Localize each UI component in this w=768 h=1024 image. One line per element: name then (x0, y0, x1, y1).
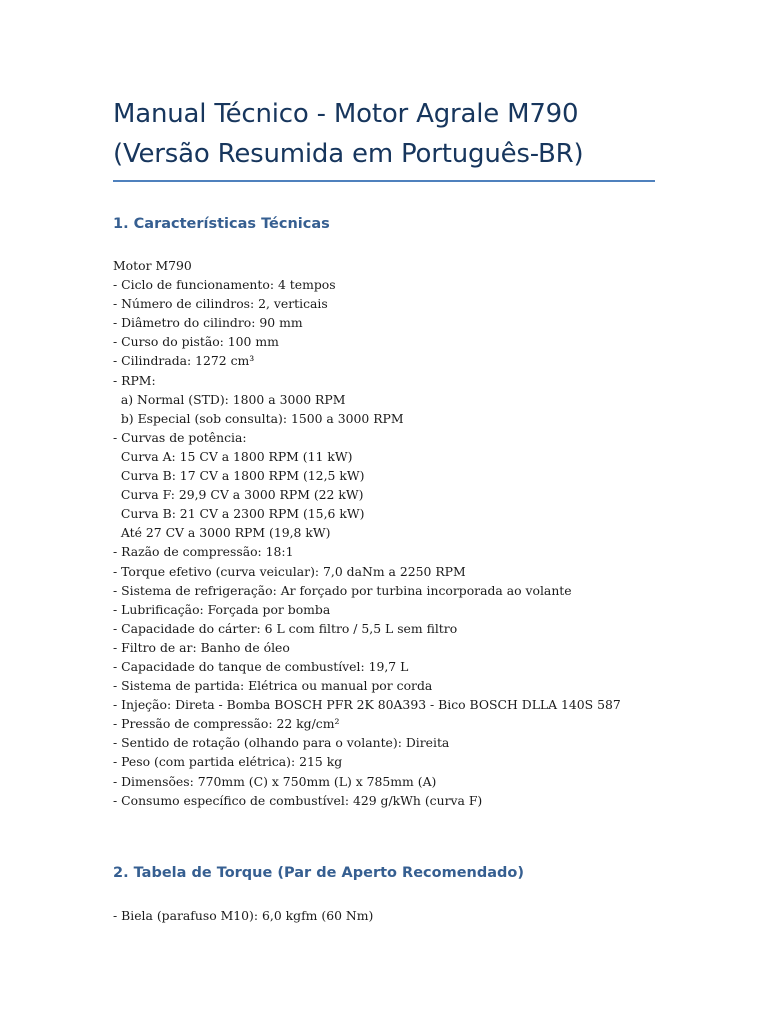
spec-line: - Lubrificação: Forçada por bomba (113, 601, 331, 617)
spec-line: Curva F: 29,9 CV a 3000 RPM (22 kW) (113, 487, 364, 503)
spec-line: b) Especial (sob consulta): 1500 a 3000 RPM (113, 410, 404, 426)
spec-line: - Filtro de ar: Banho de óleo (113, 639, 290, 655)
spec-line: - Número de cilindros: 2, verticais (113, 296, 328, 312)
title-underline-divider (113, 180, 655, 182)
spec-line: Motor M790 (113, 258, 192, 273)
page-title-line-2: (Versão Resumida em Português-BR) (113, 139, 584, 169)
torque-line: - Biela (parafuso M10): 6,0 kgfm (60 Nm) (113, 908, 374, 923)
spec-line: - Curso do pistão: 100 mm (113, 334, 279, 350)
section-heading-tabela-torque: 2. Tabela de Torque (Par de Aperto Recomendado) (113, 865, 524, 881)
spec-line: - Capacidade do tanque de combustível: 19,7 L (113, 658, 409, 674)
page-title-line-1: Manual Técnico - Motor Agrale M790 (113, 99, 579, 129)
spec-line: - Cilindrada: 1272 cm³ (113, 353, 255, 369)
spec-line: - RPM: (113, 372, 156, 388)
spec-line: - Sentido de rotação (olhando para o volante): Direita (113, 735, 450, 751)
spec-line: - Sistema de refrigeração: Ar forçado por turbina incorporada ao volante (113, 582, 572, 598)
spec-line: Curva A: 15 CV a 1800 RPM (11 kW) (113, 448, 353, 464)
spec-line: - Peso (com partida elétrica): 215 kg (113, 754, 343, 770)
spec-line: - Capacidade do cárter: 6 L com filtro / 5,5 L sem filtro (113, 620, 458, 636)
spec-line: - Dimensões: 770mm (C) x 750mm (L) x 785mm (A) (113, 773, 437, 789)
spec-line: - Razão de compressão: 18:1 (113, 544, 294, 560)
spec-line: - Curvas de potência: (113, 429, 247, 445)
page-title (113, 94, 673, 174)
spec-line: - Torque efetivo (curva veicular): 7,0 daNm a 2250 RPM (113, 563, 466, 579)
spec-line: Até 27 CV a 3000 RPM (19,8 kW) (113, 525, 331, 541)
spec-line: - Pressão de compressão: 22 kg/cm² (113, 716, 340, 732)
spec-line: Curva B: 21 CV a 2300 RPM (15,6 kW) (113, 506, 365, 522)
spec-line: - Consumo específico de combustível: 429 g/kWh (curva F) (113, 792, 483, 808)
spec-line: - Diâmetro do cilindro: 90 mm (113, 315, 303, 331)
spec-line: Curva B: 17 CV a 1800 RPM (12,5 kW) (113, 468, 365, 484)
spec-line: - Sistema de partida: Elétrica ou manual por corda (113, 678, 433, 694)
section-heading-caracteristicas: 1. Características Técnicas (113, 216, 330, 232)
spec-line: - Ciclo de funcionamento: 4 tempos (113, 277, 336, 293)
torque-list (113, 906, 673, 925)
spec-list (113, 256, 673, 810)
spec-line: - Injeção: Direta - Bomba BOSCH PFR 2K 80A393 - Bico BOSCH DLLA 140S 587 (113, 697, 621, 713)
spec-line: a) Normal (STD): 1800 a 3000 RPM (113, 391, 346, 407)
